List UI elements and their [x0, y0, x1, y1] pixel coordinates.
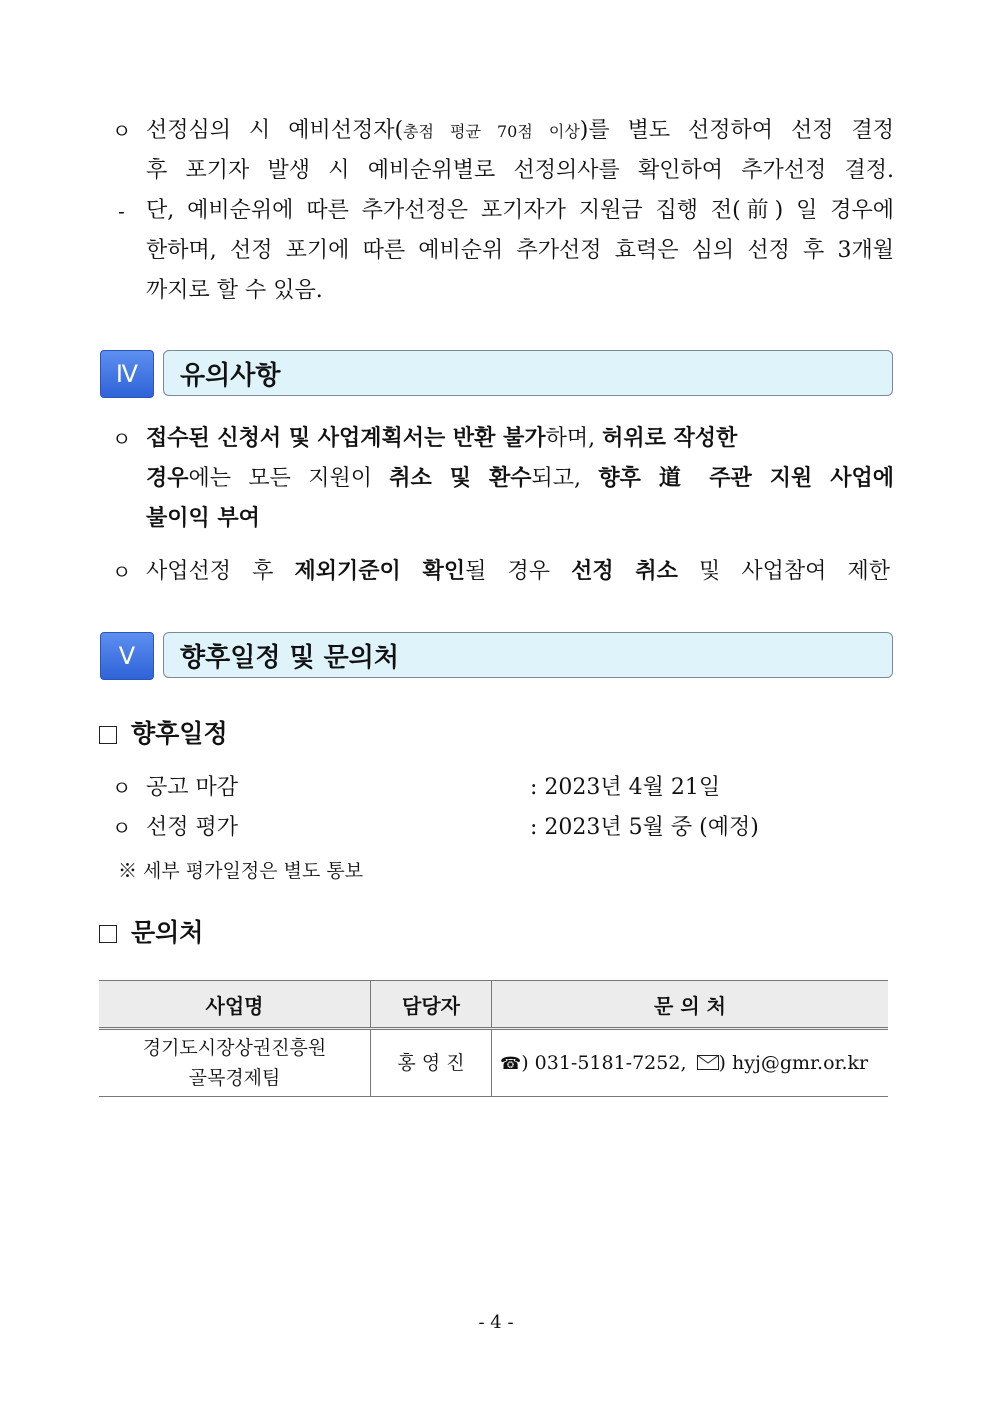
text-segment: 될 경우 [465, 559, 572, 584]
text-bold: 선정 취소 [571, 559, 678, 584]
schedule-value: : 2023년 5월 중 (예정) [530, 815, 759, 840]
bullet-marker: ㅇ [112, 776, 132, 800]
section-number-badge: Ⅳ [100, 350, 154, 398]
section-title: 향후일정 및 문의처 [163, 632, 893, 678]
text-segment: 선정심의 시 예비선정자( [146, 118, 404, 143]
page-number: - 4 - [478, 1312, 514, 1333]
person-cell: 홍 영 진 [371, 1029, 492, 1097]
paragraph-line: 단, 예비순위에 따른 추가선정은 포기자가 지원금 집행 전(前) 일 경우에 [146, 198, 894, 223]
text-segment: 에는 모든 지원이 [188, 466, 390, 491]
team-name: 골목경제팀 [188, 1067, 281, 1089]
table-row [99, 1029, 888, 1097]
checkbox-square-icon [99, 925, 117, 943]
checkbox-square-icon [99, 726, 117, 744]
schedule-label: 공고 마감 [146, 775, 239, 800]
table-header-cell: 담당자 [371, 981, 492, 1029]
note: ※ 세부 평가일정은 별도 통보 [118, 860, 364, 882]
text-segment-small: 총점 평균 70점 이상 [403, 122, 580, 141]
text-bold: 취소 및 환수 [389, 466, 532, 491]
section-number-badge: Ⅴ [100, 632, 154, 680]
schedule-label: 선정 평가 [146, 815, 239, 840]
table-header-row [99, 981, 888, 1029]
text-segment: 되고, [531, 466, 599, 491]
bullet-marker: ㅇ [112, 816, 132, 840]
text-segment: 사업선정 후 [146, 559, 295, 584]
text-bold: 경우 [146, 466, 189, 491]
text-segment: )를 별도 선정하여 선정 결정 [579, 118, 894, 143]
bullet-marker: ㅇ [112, 560, 132, 584]
bullet-marker: ㅇ [112, 427, 132, 451]
paragraph-line [146, 504, 260, 534]
email-address: ) hyj@gmr.or.kr [718, 1051, 869, 1074]
paragraph-line [146, 424, 737, 454]
phone-icon: ☎ [500, 1053, 522, 1074]
phone-number: ) 031-5181-7252, [521, 1051, 687, 1074]
paragraph-line: 까지로 할 수 있음. [146, 278, 323, 303]
section-title: 유의사항 [163, 350, 893, 396]
text-segment: 및 사업참여 제한 [677, 559, 890, 584]
contact-cell [492, 1029, 889, 1097]
subsection-heading: 향후일정 [131, 719, 228, 748]
text-bold: 접수된 신청서 및 사업계획서는 반환 불가 [146, 426, 546, 451]
text-bold: 제외기준이 확인 [294, 559, 466, 584]
mail-icon [697, 1055, 719, 1070]
contact-table [99, 980, 888, 1097]
org-name: 경기도시장상권진흥원 [142, 1037, 327, 1059]
table-header-cell: 사업명 [99, 981, 371, 1029]
paragraph-line [146, 557, 890, 587]
schedule-value: : 2023년 4월 21일 [530, 775, 721, 800]
text-bold: 향후 道 주관 지원 사업에 [598, 466, 894, 491]
text-segment: 하며, [545, 426, 603, 451]
text-bold: 허위로 작성한 [602, 426, 738, 451]
paragraph-line: 후 포기자 발생 시 예비순위별로 선정의사를 확인하여 추가선정 결정. [146, 158, 894, 183]
text-bold: 불이익 부여 [146, 506, 260, 531]
paragraph-line [146, 464, 894, 494]
bullet-marker: ㅇ [112, 119, 132, 143]
dash-marker: - [118, 199, 125, 223]
paragraph-line: 한하며, 선정 포기에 따른 예비순위 추가선정 효력은 심의 선정 후 3개월 [146, 238, 894, 263]
org-cell [99, 1029, 371, 1097]
table-header-cell: 문 의 처 [492, 981, 889, 1029]
paragraph-line [146, 116, 894, 147]
subsection-heading: 문의처 [131, 918, 204, 947]
